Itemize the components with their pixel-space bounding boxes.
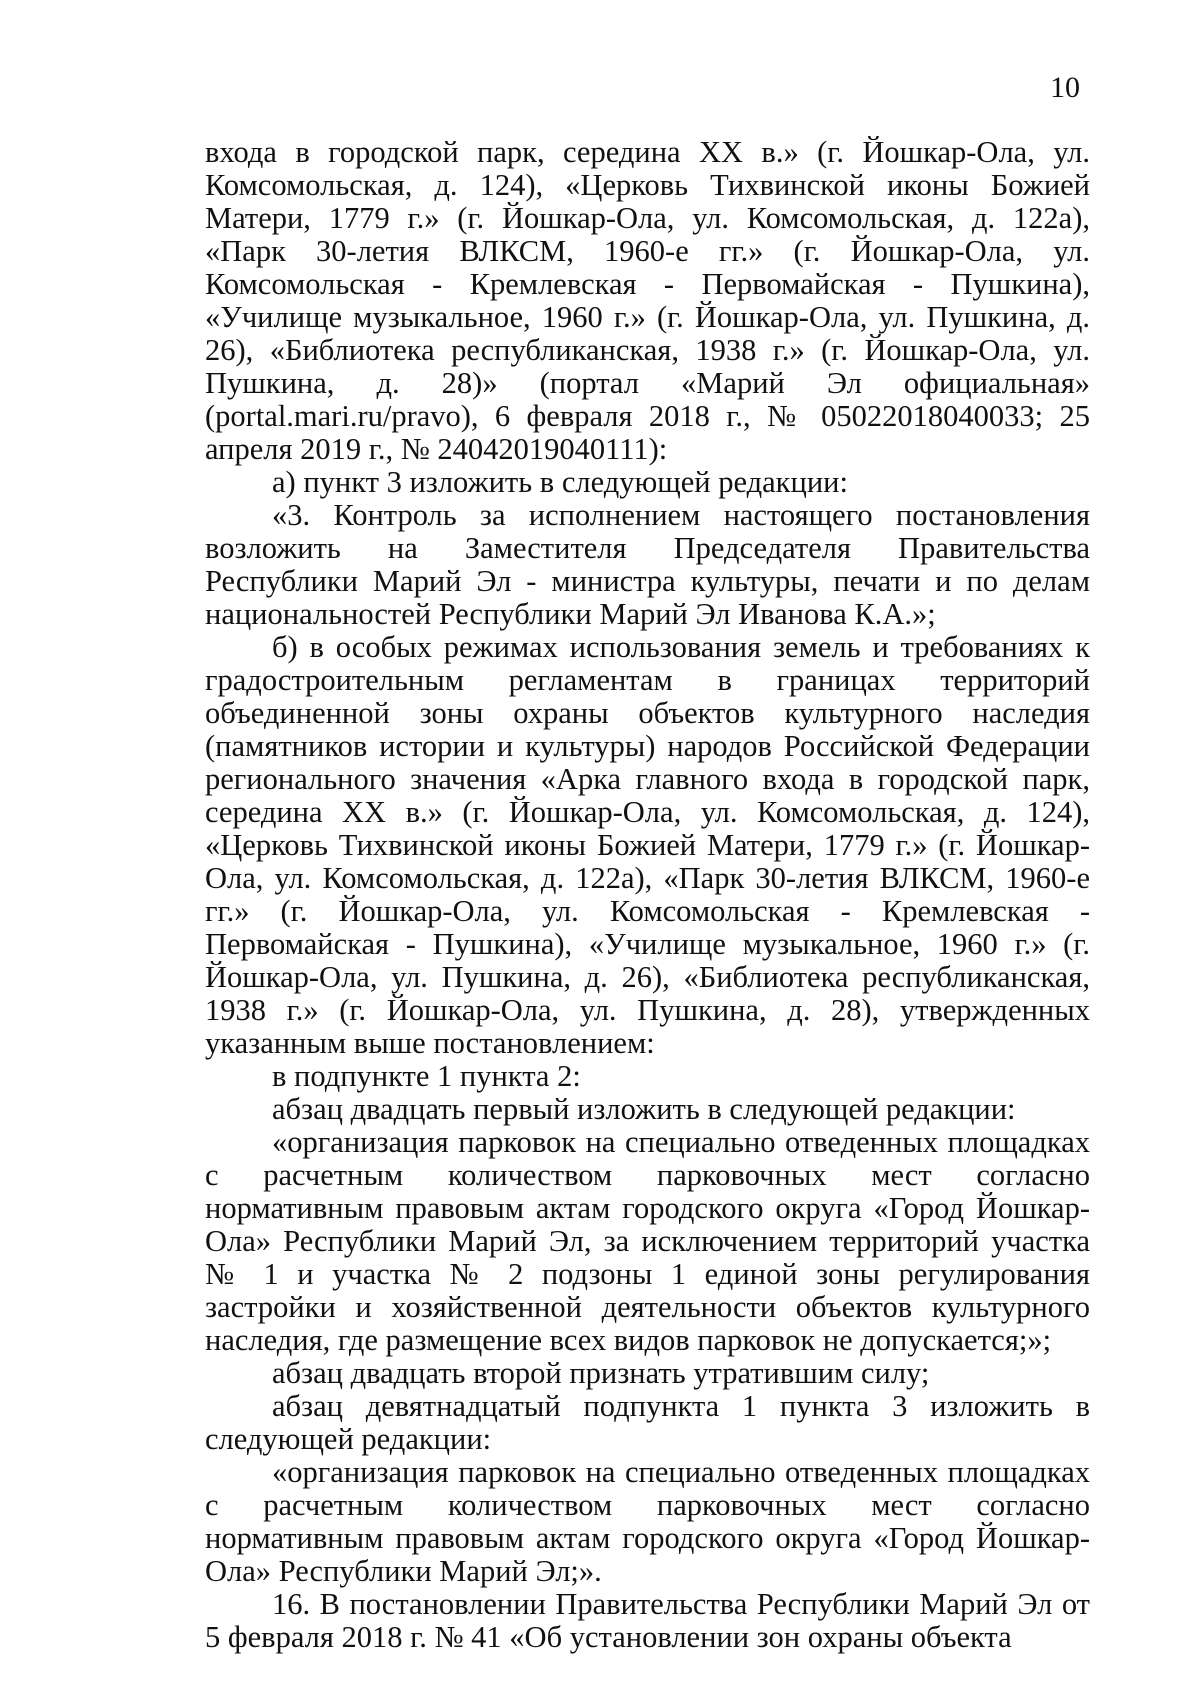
paragraph-4: б) в особых режимах использования земель и требованиях к градостроительным регламентам в границах территорий объединенной зоны охраны объектов культурного наследия (памятников истории и культуры) народов Российской Федерации регионального значения «Арка главного входа в городской парк, середина XX в.» (г. Йошкар-Ола, ул. Комсомольская, д. 124), «Церковь Тихвинской иконы Божией Матери, 1779 г.» (г. Йошкар-Ола, ул. Комсомольская, д. 122а), «Парк 30-летия ВЛКСМ, 1960-е гг.» (г. Йошкар-Ола, ул. Комсомольская - Кремлевская - Первомайская - Пушкина), «Училище музыкальное, 1960 г.» (г. Йошкар-Ола, ул. Пушкина, д. 26), «Библиотека республиканская, 1938 г.» (г. Йошкар-Ола, ул. Пушкина, д. 28), утвержденных указанным выше постановлением: [205, 630, 1090, 1060]
paragraph-2: а) пункт 3 изложить в следующей редакции: [272, 465, 848, 499]
paragraph-3: «3. Контроль за исполнением настоящего постановления возложить на Заместителя Председателя Правительства Республики Марий Эл - министра культуры, печати и по делам национальностей Республики Марий Эл Иванова К.А.»; [205, 498, 1090, 631]
paragraph-7: «организация парковок на специально отведенных площадках с расчетным количеством парковочных мест согласно нормативным правовым актам городского округа «Город Йошкар-Ола» Республики Марий Эл, за исключением территорий участка № 1 и участка № 2 подзоны 1 единой зоны регулирования застройки и хозяйственной деятельности объектов культурного наследия, где размещение всех видов парковок не допускается;»; [205, 1125, 1090, 1357]
paragraph-9: абзац девятнадцатый подпункта 1 пункта 3 изложить в следующей редакции: [205, 1389, 1090, 1456]
page-number: 10 [1050, 71, 1080, 104]
paragraph-10: «организация парковок на специально отведенных площадках с расчетным количеством парковочных мест согласно нормативным правовым актам городского округа «Город Йошкар-Ола» Республики Марий Эл;». [205, 1455, 1090, 1588]
document-body [205, 136, 1090, 1654]
paragraph-8: абзац двадцать второй признать утратившим силу; [272, 1356, 930, 1390]
paragraph-5: в подпункте 1 пункта 2: [272, 1059, 581, 1093]
paragraph-11: 16. В постановлении Правительства Республики Марий Эл от 5 февраля 2018 г. № 41 «Об установлении зон охраны объекта [205, 1587, 1090, 1654]
paragraph-1: входа в городской парк, середина XX в.» (г. Йошкар-Ола, ул. Комсомольская, д. 124), «Церковь Тихвинской иконы Божией Матери, 1779 г.» (г. Йошкар-Ола, ул. Комсомольская, д. 122а), «Парк 30-летия ВЛКСМ, 1960-е гг.» (г. Йошкар-Ола, ул. Комсомольская - Кремлевская - Первомайская - Пушкина), «Училище музыкальное, 1960 г.» (г. Йошкар-Ола, ул. Пушкина, д. 26), «Библиотека республиканская, 1938 г.» (г. Йошкар-Ола, ул. Пушкина, д. 28)» (портал «Марий Эл официальная» (portal.mari.ru/pravo), 6 февраля 2018 г., № 05022018040033; 25 апреля 2019 г., № 24042019040111): [205, 135, 1090, 466]
paragraph-6: абзац двадцать первый изложить в следующей редакции: [272, 1092, 1016, 1126]
